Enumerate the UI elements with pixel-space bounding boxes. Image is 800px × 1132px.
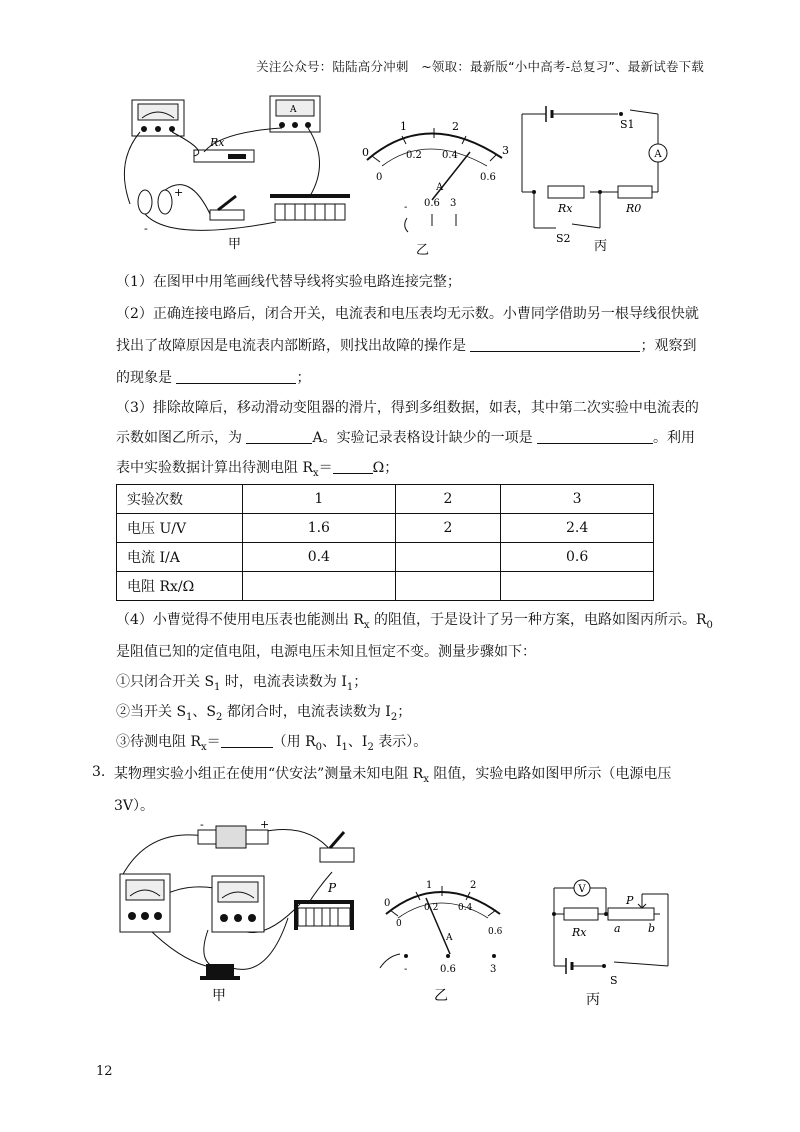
svg-text:A: A [290,105,297,115]
svg-text:S: S [610,974,618,987]
figure-bing-1 [510,100,690,260]
q2-part3-line1: （3）排除故障后，移动滑动变阻器的滑片，得到多组数据，如表，其中第二次实验中电流表的 [116,400,699,416]
table-cell: 实验次数 [117,485,243,514]
svg-text:b: b [648,922,656,935]
q2-step3: ③待测电阻 $R_x=$ （用 $R_0$、$I_1$、$I_2$ 表示）。 [116,734,428,753]
svg-text:0: 0 [384,898,391,909]
svg-text:0: 0 [396,919,402,929]
table-cell: 2 [395,485,501,514]
table-cell: 0.4 [243,543,396,572]
svg-text:1: 1 [426,880,433,891]
svg-text:0.6: 0.6 [424,198,440,209]
q2-part3-line3: 表中实验数据计算出待测电阻 $R_x= \Omega$； [116,460,399,479]
q3-line2: 3V）。 [114,798,155,814]
data-table [116,484,654,601]
figure-jia-1 [110,92,360,252]
q2-part4-line1: （4）小曹觉得不使用电压表也能测出 $R_x$ 的阻值，于是设计了另一种方案，电路如图丙所示。$R_0$ [116,612,713,631]
svg-text:3: 3 [502,144,509,157]
q2-part2-line2: 找出了故障原因是电流表内部断路，则找出故障的操作是 ；观察到 [116,338,697,354]
q2-part2-line3: 的现象是 ； [116,370,311,386]
svg-text:0: 0 [376,172,383,183]
label-bing-2: 丙 [586,992,600,1008]
svg-text:0.6: 0.6 [440,964,456,975]
svg-text:0.4: 0.4 [458,903,473,913]
svg-text:1: 1 [400,120,407,133]
label-jia-2: 甲 [212,988,226,1004]
table-cell: 1.6 [243,514,396,543]
table-row [117,543,654,572]
figure-yi-2 [376,876,526,1006]
table-cell[interactable] [243,572,396,601]
q2-part3-line2: 示数如图乙所示，为 A。实验记录表格设计缺少的一项是 。利用 [116,430,696,446]
table-cell[interactable] [395,572,501,601]
table-cell[interactable] [501,572,654,601]
svg-text:a: a [614,922,621,935]
table-cell: 3 [501,485,654,514]
table-cell: 0.6 [501,543,654,572]
table-cell: 电流 I/A [117,543,243,572]
svg-text:R0: R0 [626,202,642,215]
q2-step2: ②当开关 $S_1$、$S_2$ 都闭合时，电流表读数为 $I_2$； [116,704,412,723]
table-cell[interactable] [395,543,501,572]
svg-text:+: + [260,818,270,831]
svg-text:-: - [404,964,408,975]
question-3-number: 3. [92,764,106,780]
answer-blank-resistance[interactable] [333,459,373,474]
svg-text:3: 3 [450,198,457,209]
page-number: 12 [96,1064,113,1079]
svg-text:A: A [436,182,444,193]
slider-p-label: P [328,881,337,895]
label-jia-1: 甲 [228,237,242,252]
svg-text:2: 2 [470,880,477,891]
figure-yi-1 [352,108,522,258]
svg-text:2: 2 [452,120,459,133]
svg-text:3: 3 [490,964,497,975]
table-cell: 2.4 [501,514,654,543]
svg-text:Rx: Rx [572,926,587,939]
svg-text:S1: S1 [620,118,635,131]
svg-text:0.2: 0.2 [424,903,439,913]
svg-text:-: - [404,202,408,213]
svg-text:0.4: 0.4 [442,150,458,161]
table-cell: 2 [395,514,501,543]
svg-text:0: 0 [362,146,369,159]
table-cell: 1 [243,485,396,514]
label-yi-2: 乙 [434,988,448,1004]
svg-text:0.6: 0.6 [488,927,503,937]
page-header: 关注公众号：陆陆高分冲刺 ~领取：最新版“小中高考-总复习”、最新试卷下载 [256,59,704,74]
table-cell: 电阻 Rx/Ω [117,572,243,601]
q2-part2-line1: （2）正确连接电路后，闭合开关，电流表和电压表均无示数。小曹同学借助另一根导线很快就 [116,306,699,322]
svg-text:-: - [200,818,204,831]
rx-label: Rx [210,136,225,149]
svg-text:0.6: 0.6 [480,172,496,183]
svg-text:0.2: 0.2 [406,150,422,161]
answer-blank-missing-item[interactable] [537,429,653,444]
figure-jia-2 [108,818,370,1008]
q2-step1: ①只闭合开关 $S_1$ 时，电流表读数为 $I_1$； [116,674,368,693]
answer-blank-rx-expression[interactable] [221,733,273,748]
figure-bing-2 [548,874,688,1008]
q2-part1: （1）在图甲中用笔画线代替导线将实验电路连接完整； [116,274,461,290]
svg-text:Rx: Rx [558,202,573,215]
svg-text:V: V [578,884,586,895]
label-yi-1: 乙 [416,243,430,258]
table-row [117,485,654,514]
table-row [117,572,654,601]
answer-blank-phenomenon[interactable] [176,369,296,384]
answer-blank-operation[interactable] [470,337,640,352]
table-cell: 电压 U/V [117,514,243,543]
table-row [117,514,654,543]
svg-text:-: - [144,222,148,235]
svg-text:P: P [626,894,634,907]
q3-line1: 某物理实验小组正在使用“伏安法”测量未知电阻 $R_x$ 阻值，实验电路如图甲所示（电源电压 [114,766,672,785]
svg-text:A: A [654,149,662,160]
q2-part4-line2: 是阻值已知的定值电阻，电源电压未知且恒定不变。测量步骤如下： [116,644,536,660]
svg-text:+: + [174,186,184,199]
svg-text:A: A [446,933,453,943]
svg-text:S2: S2 [556,232,571,245]
answer-blank-current[interactable] [246,429,312,444]
label-bing-1: 丙 [594,239,608,254]
